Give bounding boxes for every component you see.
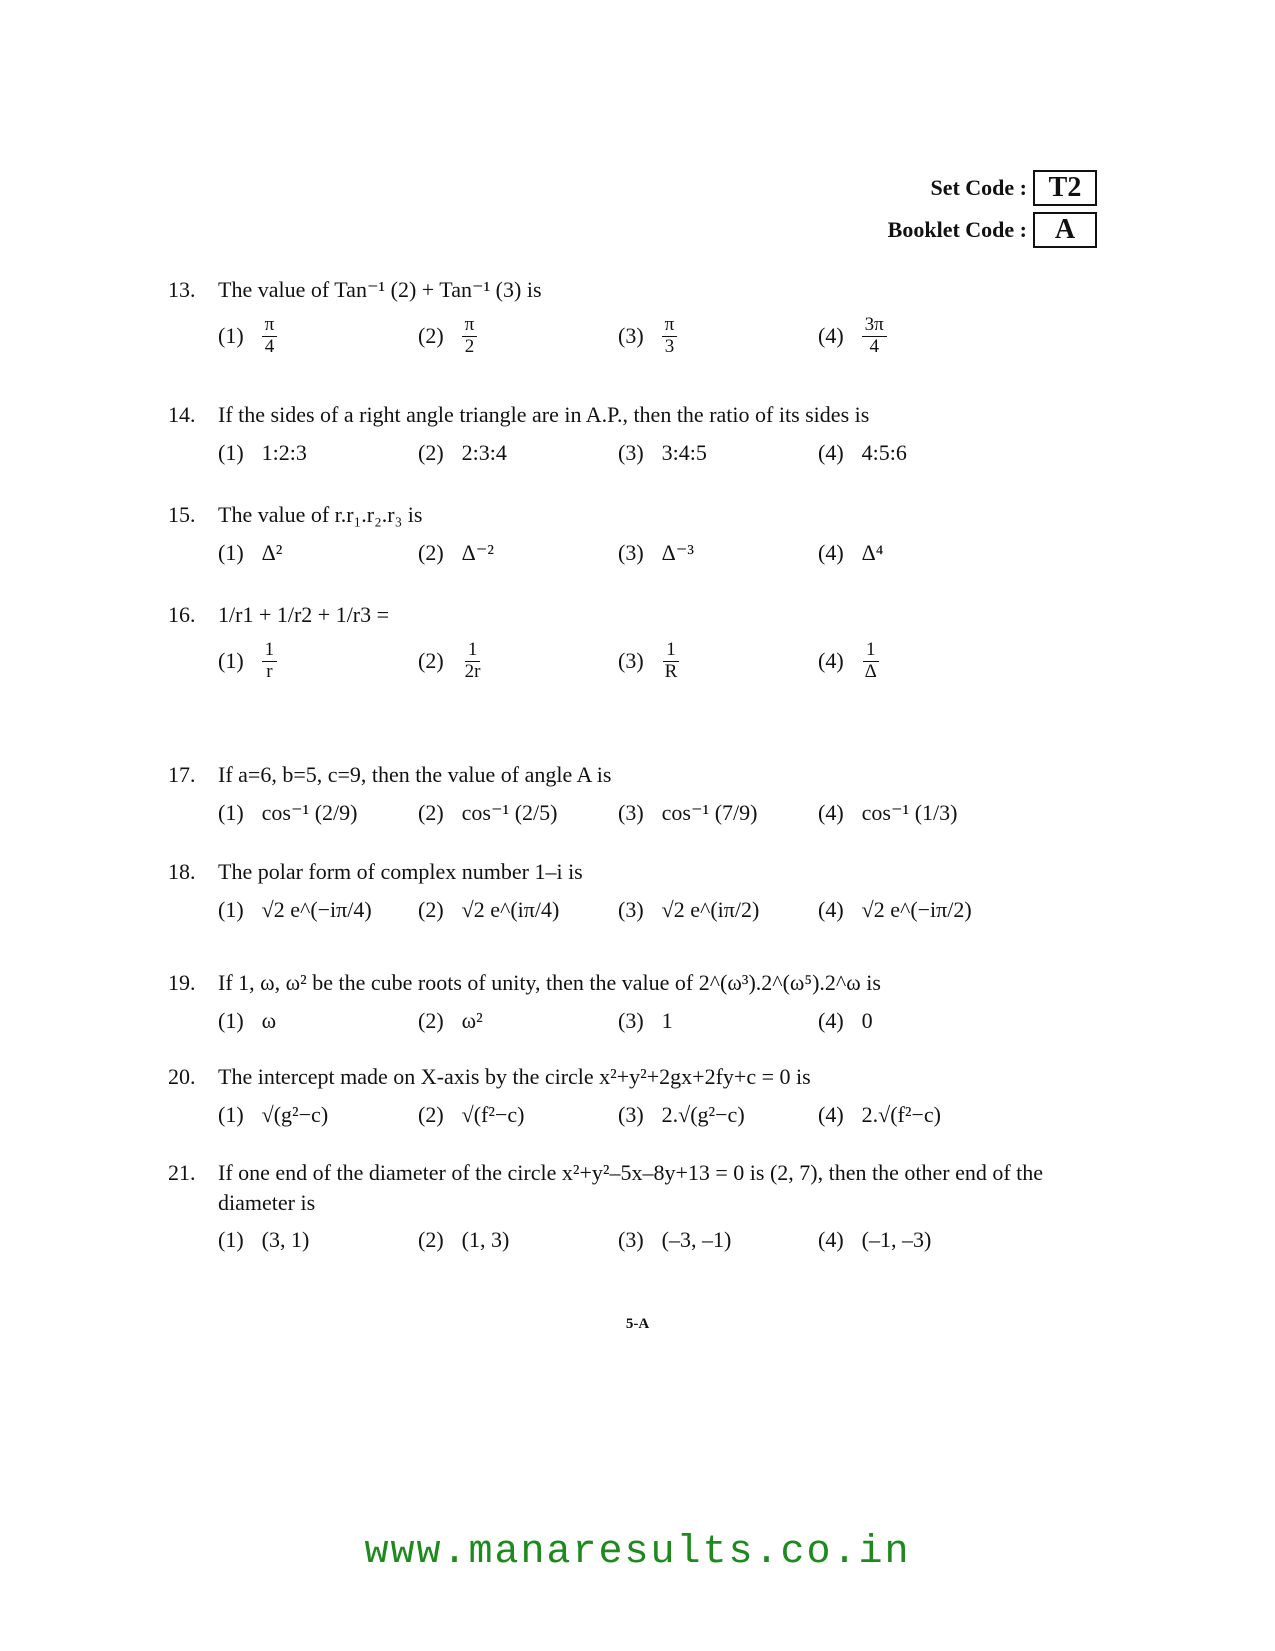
website-watermark: www.manaresults.co.in: [364, 1530, 911, 1575]
fraction-denominator: 4: [869, 335, 879, 357]
option-label: (1): [218, 1101, 244, 1127]
option-text: (–1, –3): [861, 1227, 932, 1253]
option-label: (3): [618, 323, 644, 349]
question-20: [168, 1062, 1108, 1128]
option-fraction: [262, 315, 278, 358]
option-3: [618, 800, 818, 826]
set-code-value: T2: [1033, 170, 1097, 206]
question-head: [168, 400, 1108, 430]
question-17: [168, 760, 1108, 826]
option-label: (4): [818, 539, 844, 565]
option-4: [818, 897, 1018, 923]
question-number: 13.: [168, 277, 196, 302]
fraction-denominator: 4: [264, 335, 275, 357]
option-1: [218, 1102, 418, 1128]
option-4: [818, 315, 1018, 358]
option-label: (1): [218, 799, 244, 825]
option-1: [218, 1227, 418, 1253]
question-head: [168, 600, 1108, 630]
question-text: 1/r1 + 1/r2 + 1/r3 =: [218, 602, 390, 627]
question-text: The polar form of complex number 1–i is: [218, 859, 583, 884]
fraction-numerator: π: [462, 315, 478, 337]
options-row: [218, 440, 1108, 466]
option-2: [418, 540, 618, 566]
booklet-code-label: Booklet Code :: [887, 217, 1027, 242]
option-text: (3, 1): [261, 1227, 310, 1253]
option-fraction: [662, 315, 678, 358]
question-text: If the sides of a right angle triangle are in A.P., then the ratio of its sides is: [218, 402, 870, 427]
option-text: √2 e^(−iπ/4): [261, 896, 372, 922]
options-row: [218, 1008, 1108, 1034]
options-row: [218, 897, 1108, 923]
option-fraction: [462, 315, 478, 358]
option-1: [218, 897, 418, 923]
fraction-denominator: R: [664, 660, 678, 682]
option-fraction: [262, 640, 278, 683]
option-text: 1:2:3: [261, 439, 307, 465]
option-label: (4): [818, 896, 844, 922]
option-3: [618, 1008, 818, 1034]
option-2: [418, 315, 618, 358]
fraction-numerator: 1: [863, 640, 879, 662]
page-number: 5-A: [625, 1316, 650, 1332]
option-4: [818, 1227, 1018, 1253]
option-label: (4): [818, 1007, 844, 1033]
option-4: [818, 640, 1018, 683]
option-label: (4): [818, 648, 844, 674]
option-text: 3:4:5: [661, 439, 707, 465]
option-label: (3): [618, 539, 644, 565]
question-head: [168, 1062, 1108, 1092]
option-3: [618, 897, 818, 923]
option-label: (3): [618, 1101, 644, 1127]
option-1: [218, 800, 418, 826]
option-2: [418, 897, 618, 923]
option-label: (2): [418, 539, 444, 565]
option-2: [418, 800, 618, 826]
option-label: (4): [818, 1101, 844, 1127]
question-number: 20.: [168, 1064, 196, 1089]
option-1: [218, 640, 418, 683]
question-16: [168, 600, 1108, 682]
question-number: 21.: [168, 1160, 196, 1185]
option-3: [618, 315, 818, 358]
option-4: [818, 440, 1018, 466]
option-1: [218, 540, 418, 566]
question-number: 16.: [168, 602, 196, 627]
option-fraction: [862, 640, 880, 683]
question-21: [168, 1158, 1108, 1253]
question-text: The intercept made on X-axis by the circle x²+y²+2gx+2fy+c = 0 is: [218, 1064, 811, 1089]
option-1: [218, 1008, 418, 1034]
option-label: (2): [418, 1101, 444, 1127]
fraction-denominator: 2r: [464, 660, 481, 682]
fraction-numerator: 3π: [862, 315, 887, 337]
option-label: (4): [818, 799, 844, 825]
option-text: Δ⁻²: [461, 539, 495, 565]
option-label: (3): [618, 1227, 644, 1253]
option-text: 2:3:4: [461, 439, 507, 465]
option-text: (–3, –1): [661, 1227, 732, 1253]
option-label: (3): [618, 439, 644, 465]
question-number: 18.: [168, 859, 196, 884]
question-number: 17.: [168, 762, 196, 787]
fraction-denominator: r: [266, 660, 273, 682]
option-3: [618, 1227, 818, 1253]
options-row: [218, 315, 1108, 358]
option-fraction: [862, 315, 887, 358]
question-text: The value of r.r₁.r₂.r₃ is: [218, 502, 423, 527]
option-2: [418, 440, 618, 466]
option-2: [418, 1008, 618, 1034]
question-head: [168, 275, 1108, 305]
option-fraction: [462, 640, 484, 683]
fraction-numerator: π: [662, 315, 678, 337]
option-label: (2): [418, 323, 444, 349]
option-text: Δ²: [261, 539, 283, 565]
option-text: cos⁻¹ (1/3): [861, 799, 958, 825]
option-3: [618, 1102, 818, 1128]
question-number: 14.: [168, 402, 196, 427]
question-text: If a=6, b=5, c=9, then the value of angle A is: [218, 762, 612, 787]
option-text: cos⁻¹ (2/9): [261, 799, 358, 825]
fraction-numerator: 1: [262, 640, 278, 662]
option-label: (3): [618, 648, 644, 674]
option-label: (1): [218, 1007, 244, 1033]
question-19: [168, 968, 1108, 1034]
option-label: (4): [818, 1227, 844, 1253]
question-text: If 1, ω, ω² be the cube roots of unity, then the value of 2^(ω³).2^(ω⁵).2^ω is: [218, 970, 881, 995]
option-label: (3): [618, 799, 644, 825]
option-2: [418, 1102, 618, 1128]
question-head: [168, 968, 1108, 998]
option-label: (4): [818, 323, 844, 349]
option-text: 2.√(f²−c): [861, 1101, 941, 1127]
fraction-denominator: 2: [464, 335, 475, 357]
option-label: (2): [418, 1007, 444, 1033]
option-3: [618, 640, 818, 683]
option-2: [418, 640, 618, 683]
option-text: cos⁻¹ (7/9): [661, 799, 758, 825]
option-label: (1): [218, 648, 244, 674]
fraction-denominator: Δ: [864, 660, 877, 682]
option-3: [618, 440, 818, 466]
question-head: [168, 500, 1108, 530]
question-14: [168, 400, 1108, 466]
option-3: [618, 540, 818, 566]
options-row: [218, 1102, 1108, 1128]
code-block: [888, 170, 1097, 254]
fraction-numerator: 1: [465, 640, 481, 662]
option-text: √2 e^(iπ/2): [661, 896, 760, 922]
option-text: ω: [261, 1007, 277, 1033]
question-number: 15.: [168, 502, 196, 527]
options-row: [218, 800, 1108, 826]
options-row: [218, 640, 1108, 683]
option-text: √(f²−c): [461, 1101, 525, 1127]
set-code-row: [888, 170, 1097, 206]
option-text: √(g²−c): [261, 1101, 329, 1127]
option-label: (1): [218, 539, 244, 565]
option-label: (3): [618, 896, 644, 922]
option-text: ω²: [461, 1007, 483, 1033]
question-18: [168, 857, 1108, 923]
option-text: 2.√(g²−c): [661, 1101, 745, 1127]
option-fraction: [662, 640, 681, 683]
fraction-numerator: π: [262, 315, 278, 337]
option-label: (1): [218, 439, 244, 465]
option-1: [218, 315, 418, 358]
option-4: [818, 540, 1018, 566]
option-4: [818, 1008, 1018, 1034]
option-text: Δ⁻³: [661, 539, 695, 565]
option-label: (1): [218, 323, 244, 349]
options-row: [218, 540, 1108, 566]
fraction-denominator: 3: [664, 335, 675, 357]
set-code-label: Set Code :: [930, 175, 1027, 200]
option-label: (2): [418, 896, 444, 922]
option-text: 1: [661, 1007, 673, 1033]
option-label: (2): [418, 1227, 444, 1253]
option-text: √2 e^(−iπ/2): [861, 896, 972, 922]
booklet-code-value: A: [1033, 212, 1097, 248]
option-label: (1): [218, 896, 244, 922]
question-number: 19.: [168, 970, 196, 995]
option-4: [818, 1102, 1018, 1128]
option-text: cos⁻¹ (2/5): [461, 799, 558, 825]
option-label: (3): [618, 1007, 644, 1033]
option-text: (1, 3): [461, 1227, 510, 1253]
option-1: [218, 440, 418, 466]
question-text: The value of Tan⁻¹ (2) + Tan⁻¹ (3) is: [218, 277, 542, 302]
options-row: [218, 1227, 1108, 1253]
question-13: [168, 275, 1108, 357]
option-text: 4:5:6: [861, 439, 907, 465]
option-2: [418, 1227, 618, 1253]
option-label: (1): [218, 1227, 244, 1253]
question-head: [168, 857, 1108, 887]
option-text: Δ⁴: [861, 539, 884, 565]
option-text: √2 e^(iπ/4): [461, 896, 560, 922]
question-text: If one end of the diameter of the circle x²+y²–5x–8y+13 = 0 is (2, 7), then the other end of the diameter is: [218, 1160, 1044, 1215]
option-text: 0: [861, 1007, 873, 1033]
option-label: (4): [818, 439, 844, 465]
question-head: [168, 760, 1108, 790]
option-label: (2): [418, 648, 444, 674]
fraction-numerator: 1: [663, 640, 679, 662]
option-4: [818, 800, 1018, 826]
option-label: (2): [418, 439, 444, 465]
option-label: (2): [418, 799, 444, 825]
booklet-code-row: [888, 212, 1097, 248]
question-head: [168, 1158, 1108, 1217]
question-15: [168, 500, 1108, 566]
